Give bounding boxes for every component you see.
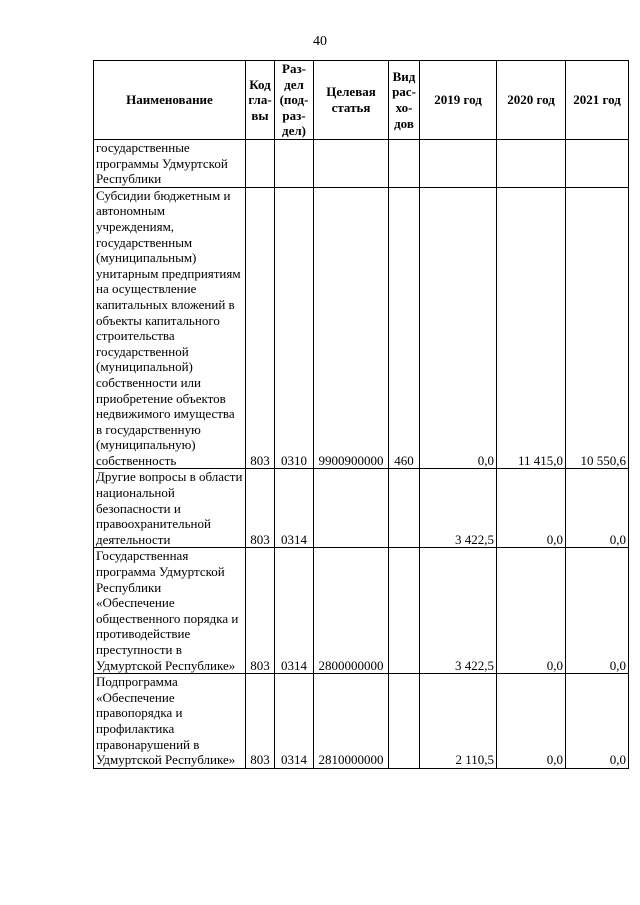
row-2021: 10 550,6 [566,187,629,469]
header-name: Наименование [94,61,246,140]
row-kod: 803 [246,469,275,548]
row-2021: 0,0 [566,548,629,674]
row-kod: 803 [246,187,275,469]
row-2021 [566,140,629,188]
table-row [94,674,629,769]
row-2021: 0,0 [566,674,629,769]
header-vid-rashodov: Вид рас-хо-дов [389,61,420,140]
row-vid [389,469,420,548]
row-razdel: 0314 [275,548,314,674]
row-2021: 0,0 [566,469,629,548]
row-statya: 2800000000 [314,548,389,674]
header-2019: 2019 год [420,61,497,140]
table-row [94,469,629,548]
row-razdel: 0314 [275,674,314,769]
row-2020: 0,0 [497,548,566,674]
row-2019: 3 422,5 [420,548,497,674]
header-tselevaya-statya: Целевая статья [314,61,389,140]
row-2019 [420,140,497,188]
row-2019: 3 422,5 [420,469,497,548]
row-2020: 11 415,0 [497,187,566,469]
budget-table [93,60,629,769]
header-2021: 2021 год [566,61,629,140]
header-kod-glavy: Код гла-вы [246,61,275,140]
row-2020: 0,0 [497,469,566,548]
row-2020: 0,0 [497,674,566,769]
row-statya: 2810000000 [314,674,389,769]
row-vid: 460 [389,187,420,469]
row-2020 [497,140,566,188]
row-kod: 803 [246,548,275,674]
row-name: государственные программы Удмуртской Республики [94,140,246,188]
header-2020: 2020 год [497,61,566,140]
table-row [94,140,629,188]
header-row [94,61,629,140]
row-statya [314,140,389,188]
row-name: Подпрограмма «Обеспечение правопорядка и профилактика правонарушений в Удмуртской Республике» [94,674,246,769]
row-kod: 803 [246,674,275,769]
row-kod [246,140,275,188]
table-row [94,187,629,469]
table-row [94,548,629,674]
page-number: 40 [313,34,327,49]
row-vid [389,548,420,674]
row-name: Субсидии бюджетным и автономным учреждениям, государственным (муниципальным) унитарным предприятиям на осуществление капитальных вложений в объекты капитального строительства государственной (муниципальной) собственности или приобретение объектов недвижимого имущества в государственную (муниципальную) собственность [94,187,246,469]
row-2019: 2 110,5 [420,674,497,769]
header-razdel: Раз-дел (под-раз-дел) [275,61,314,140]
row-razdel [275,140,314,188]
row-name: Другие вопросы в области национальной безопасности и правоохранительной деятельности [94,469,246,548]
row-vid [389,140,420,188]
row-2019: 0,0 [420,187,497,469]
row-razdel: 0310 [275,187,314,469]
row-statya [314,469,389,548]
row-name: Государственная программа Удмуртской Республики «Обеспечение общественного порядка и противодействие преступности в Удмуртской Республике» [94,548,246,674]
row-razdel: 0314 [275,469,314,548]
row-vid [389,674,420,769]
row-statya: 9900900000 [314,187,389,469]
